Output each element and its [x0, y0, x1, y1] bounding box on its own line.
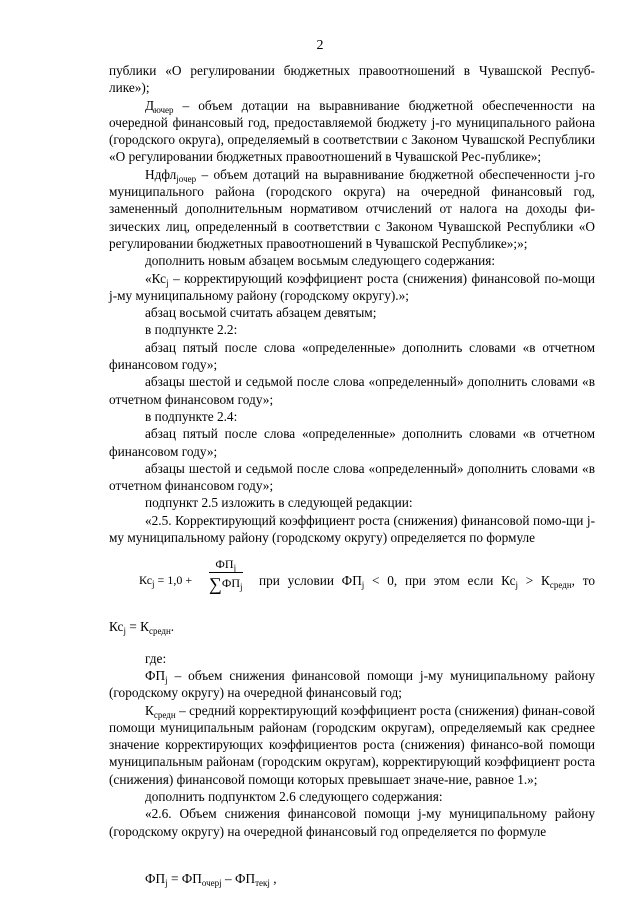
paragraph-11: абзац пятый после слова «определенные» дополнить словами «в отчетном финансовом году»;	[109, 426, 595, 459]
paragraph-13: подпункт 2.5 изложить в следующей редакции:	[145, 495, 413, 511]
paragraph-16: $ФП_j$ – объем снижения финансовой помощи j-му муниципальному району (городскому округу) на очередной финансовый год;	[109, 667, 595, 701]
paragraph-17: $К_{средн}$ – средний корректирующий коэффициент роста (снижения) финан-совой помощи муниципальным районам (городским округам), определяемый как среднее значение корректирующих коэффициентов роста (снижения) финансо-вой помощи муниципальным районам (городским округам), корректирующий коэффициент роста (снижения) финансовой помощи которых превышает значе-ние, равное 1.»;	[109, 702, 595, 787]
formula-condition: при условии $ФП_j < 0$, при этом если $Кс_j > К_{средн}$, то	[259, 573, 595, 591]
formula-tail: $Кс_j = К_{средн}$.	[109, 619, 175, 637]
page-number: 2	[316, 38, 324, 53]
formula-kcj	[109, 556, 595, 618]
paragraph-12: абзацы шестой и седьмой после слова «определенный» дополнить словами «в отчетном финансовом году»;	[109, 460, 595, 494]
paragraph-4: дополнить новым абзацем восьмым следующего содержания:	[145, 253, 496, 269]
paragraph-2: $Д_{ючер}$ – объем дотации на выравнивание бюджетной обеспеченности на очередной финансовый год, предоставляемой бюджету j-го муниципального района (городского округа), определяемый в соответствии с Законом Чувашской Республики «О регулировании бюджетных правоотношений в Чувашской Рес-публике»;	[109, 97, 595, 165]
paragraph-9: абзацы шестой и седьмой после слова «определенный» дополнить словами «в отчетном финансовом году»;	[109, 374, 595, 407]
paragraph-5: «$Кс_j$ – корректирующий коэффициент роста (снижения) финансовой по-мощи j-му муниципальному району (городскому округу).»;	[109, 270, 595, 303]
paragraph-8: абзац пятый после слова «определенные» дополнить словами «в отчетном финансовом году»;	[109, 339, 595, 373]
paragraph-15: где:	[145, 650, 167, 666]
formula-fraction	[209, 556, 243, 594]
paragraph-10: в подпункте 2.4:	[145, 408, 238, 424]
formula-lhs: $Кс_j = 1,0$ +	[139, 573, 193, 590]
fraction-denominator: $\sum ФП_j$	[209, 574, 243, 595]
paragraph-14: «2.5. Корректирующий коэффициент роста (снижения) финансовой помо-щи j-му муниципальному району (городскому округу) определяется по формуле	[109, 512, 595, 546]
paragraph-18: дополнить подпунктом 2.6 следующего содержания:	[145, 788, 443, 804]
formula-fpj: $ФП_j = ФП_{очерj} - ФП_{текj}$ ,	[145, 870, 277, 888]
fraction-numerator: $ФП_j$	[209, 556, 243, 573]
paragraph-7: в подпункте 2.2:	[145, 322, 238, 338]
document-body	[109, 62, 595, 887]
paragraph-6: абзац восьмой считать абзацем девятым;	[145, 305, 377, 321]
paragraph-19: «2.6. Объем снижения финансовой помощи j-му муниципальному району (городскому округу) на очередной финансовый год определяется по формуле	[109, 806, 595, 839]
paragraph-3: Ндфл$_{jочер}$ – объем дотаций на выравнивание бюджетной обеспеченности j-го муниципального района (городского округа) на очередной финансовый год, замененный дополнительным нормативом отчислений от налога на доходы фи-зических лиц, определенный в соответствии с Законом Чувашской Республики «О регулировании бюджетных правоотношений в Чувашской Республике»;»;	[109, 166, 595, 251]
paragraph-1: публики «О регулировании бюджетных правоотношений в Чувашской Респуб-лике»);	[109, 63, 595, 96]
